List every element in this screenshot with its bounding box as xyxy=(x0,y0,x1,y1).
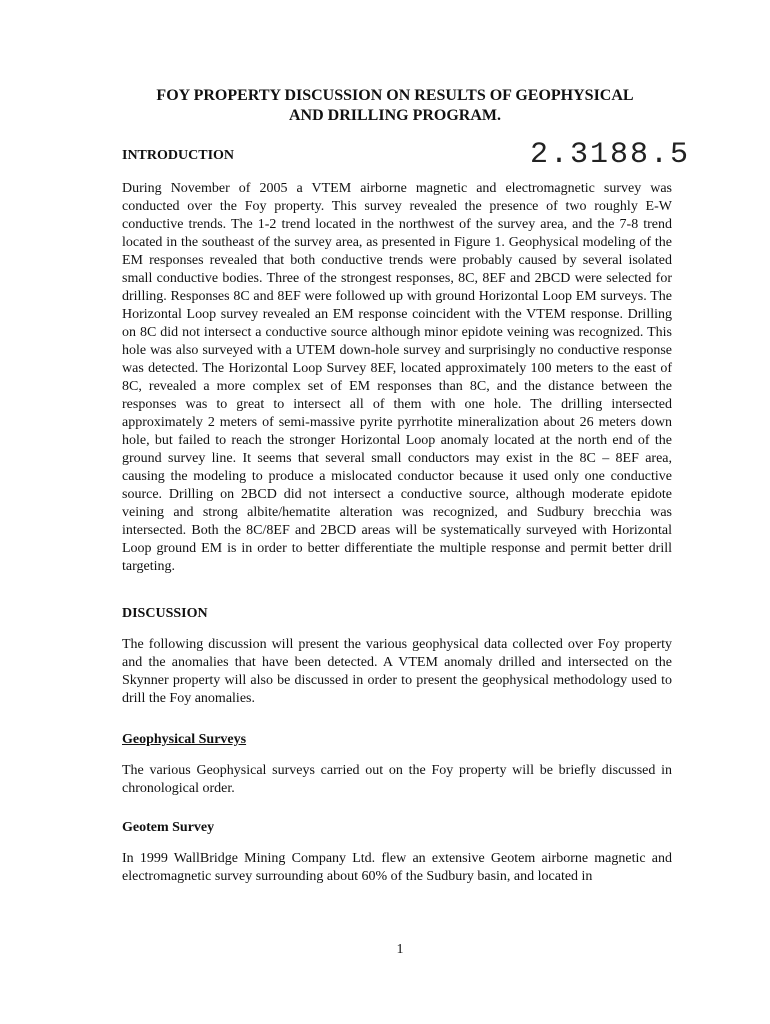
introduction-heading: INTRODUCTION xyxy=(122,148,235,163)
introduction-paragraph: During November of 2005 a VTEM airborne magnetic and electromagnetic survey was conducted over the Foy property. This survey revealed the presence of two roughly E-W conductive trends. The 1-2 trend located in the northwest of the survey area, and the 7-8 trend located in the southeast of the survey area, as presented in Figure 1. Geophysical modeling of the EM responses revealed that both conductive trends were probably caused by several isolated small conductive bodies. Three of the strongest responses, 8C, 8EF and 2BCD were selected for drilling. Responses 8C and 8EF were followed up with ground Horizontal Loop EM surveys. The Horizontal Loop survey revealed an EM response coincident with the VTEM response. Drilling on 8C did not intersect a conductive source although minor epidote veining was recognized. This hole was also surveyed with a UTEM down-hole survey and surprisingly no conductive response was detected. The Horizontal Loop Survey 8EF, located approximately 100 meters to the east of 8C, revealed a more complex set of EM responses than 8C, and the distance between the responses was to great to intersect all of them with one hole. The drilling intersected approximately 2 meters of semi-massive pyrite pyrrhotite mineralization about 26 meters down hole, but failed to reach the stronger Horizontal Loop anomaly located at the north end of the ground survey line. It seems that several small conductors may exist in the 8C – 8EF area, causing the modeling to produce a mislocated conductor because it used only one conductive source. Drilling on 2BCD did not intersect a conductive source, although moderate epidote veining and strong albite/hematite alteration was recognized, and Sudbury brecchia was intersected. Both the 8C/8EF and 2BCD areas will be systematically surveyed with Horizontal Loop ground EM is in order to better differentiate the multiple response and permit better drill targeting. xyxy=(122,181,672,574)
title-line-1: FOY PROPERTY DISCUSSION ON RESULTS OF GEOPHYSICAL xyxy=(156,87,634,104)
document-number: 2.3188.5 xyxy=(529,138,690,172)
geophysical-surveys-paragraph: The various Geophysical surveys carried out on the Foy property will be briefly discussed in chronological order. xyxy=(122,763,672,796)
geotem-survey-paragraph: In 1999 WallBridge Mining Company Ltd. flew an extensive Geotem airborne magnetic and electromagnetic survey surrounding about 60% of the Sudbury basin, and located in xyxy=(122,851,672,884)
geotem-survey-heading: Geotem Survey xyxy=(122,820,215,835)
discussion-paragraph: The following discussion will present the various geophysical data collected over Foy property and the anomalies that have been detected. A VTEM anomaly drilled and intersected on the Skynner property will also be discussed in order to present the geophysical methodology used to drill the Foy anomalies. xyxy=(122,637,672,706)
discussion-heading: DISCUSSION xyxy=(122,606,208,621)
title-line-2: AND DRILLING PROGRAM. xyxy=(289,107,501,124)
geophysical-surveys-heading: Geophysical Surveys xyxy=(122,732,247,747)
document-title xyxy=(100,86,690,126)
introduction-header-row xyxy=(122,138,690,178)
page-number: 1 xyxy=(396,942,404,957)
